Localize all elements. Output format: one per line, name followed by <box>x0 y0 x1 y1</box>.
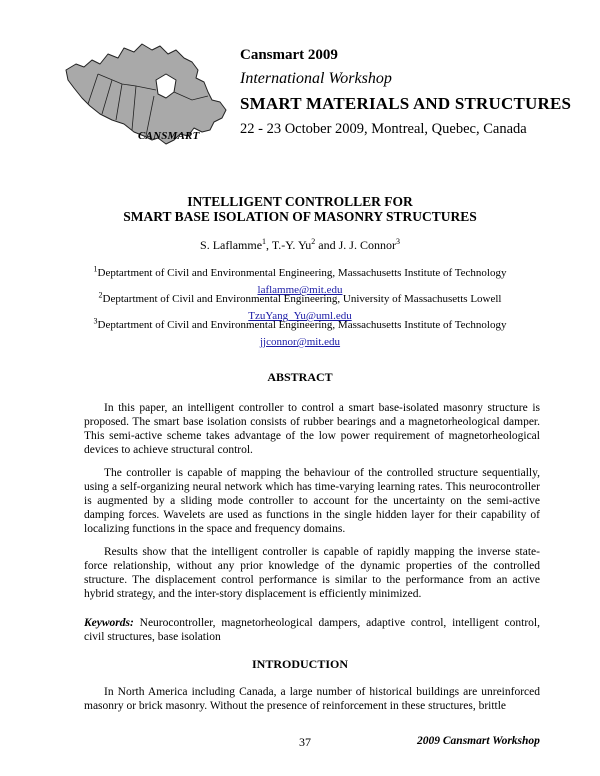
affiliation <box>60 264 540 279</box>
author-superscript: 3 <box>395 237 400 246</box>
email-row <box>60 332 540 350</box>
author-name: T.-Y. Yu <box>271 238 312 252</box>
author-separator: , <box>266 238 272 252</box>
author-list <box>60 238 540 253</box>
author-separator: and <box>315 238 339 252</box>
abstract-heading: ABSTRACT <box>267 370 333 384</box>
author-name: J. J. Connor <box>338 238 396 252</box>
affiliation-superscript: 1 <box>93 264 98 274</box>
keywords-label: Keywords: <box>84 617 134 629</box>
author-name: S. Laflamme <box>200 238 263 252</box>
footer-workshop-name: 2009 Cansmart Workshop <box>417 735 540 747</box>
paper-title-line-2: SMART BASE ISOLATION OF MASONRY STRUCTURES <box>123 209 477 224</box>
email-link[interactable]: TzuYang_Yu@uml.edu <box>248 310 352 322</box>
affiliation-superscript: 2 <box>98 290 103 300</box>
conference-name: Cansmart 2009 <box>240 47 338 63</box>
event-dates-location: 22 - 23 October 2009, Montreal, Quebec, Canada <box>240 121 527 137</box>
page-number: 37 <box>299 735 311 749</box>
introduction-heading: INTRODUCTION <box>251 657 348 671</box>
paper-title-line-1: INTELLIGENT CONTROLLER FOR <box>187 194 413 209</box>
event-title: SMART MATERIALS AND STRUCTURES <box>240 94 572 113</box>
affiliation-superscript: 3 <box>93 316 98 326</box>
author-superscript: 1 <box>262 237 267 246</box>
affiliation-text: Deptartment of Civil and Environmental Engineering, Massachusetts Institute of Technology <box>97 267 507 279</box>
affiliation-text: Deptartment of Civil and Environmental Engineering, Massachusetts Institute of Technology <box>97 319 507 331</box>
abstract-paragraph: The controller is capable of mapping the behaviour of the controlled structure sequentially, using a self-organizing neural network which has time-varying learning rates. This neurocontroller is augmented by a sliding mode controller to account for the uncertainty on the semi-active damping forces. Wavelets are used as functions in the single hidden layer for their capability of localizing functions in the space and frequency domains. <box>84 467 540 535</box>
event-type: International Workshop <box>240 70 392 87</box>
abstract-paragraph: Results show that the intelligent controller is capable of rapidly mapping the inverse state-force relationship, without any prior knowledge of the dynamic properties of the controlled structure. The displacement control performance is similar to the performance from an active hybrid strategy, and the inter-story displacement is efficiently minimized. <box>84 546 540 600</box>
author-superscript: 2 <box>311 237 316 246</box>
email-link[interactable]: jjconnor@mit.edu <box>259 336 341 348</box>
keywords-list: Neurocontroller, magnetorheological dampers, adaptive control, intelligent control, civil structures, base isolation <box>84 617 540 643</box>
email-link[interactable]: laflamme@mit.edu <box>257 284 343 296</box>
introduction-paragraph: In North America including Canada, a large number of historical buildings are unreinforced masonry or brick masonry. Without the presence of reinforcement in these structures, brittle <box>84 686 540 712</box>
keywords <box>84 616 540 644</box>
affiliation-text: Deptartment of Civil and Environmental Engineering, University of Massachusetts Lowell <box>102 293 502 305</box>
logo-wordmark: CANSMART <box>138 130 200 142</box>
abstract-paragraph: In this paper, an intelligent controller to control a smart base-isolated masonry structure is proposed. The smart base isolation consists of rubber bearings and a magnetorheological damper. This semi-active scheme takes advantage of the low power requirement of magnetorheological devices to achieve structural control. <box>84 402 540 456</box>
